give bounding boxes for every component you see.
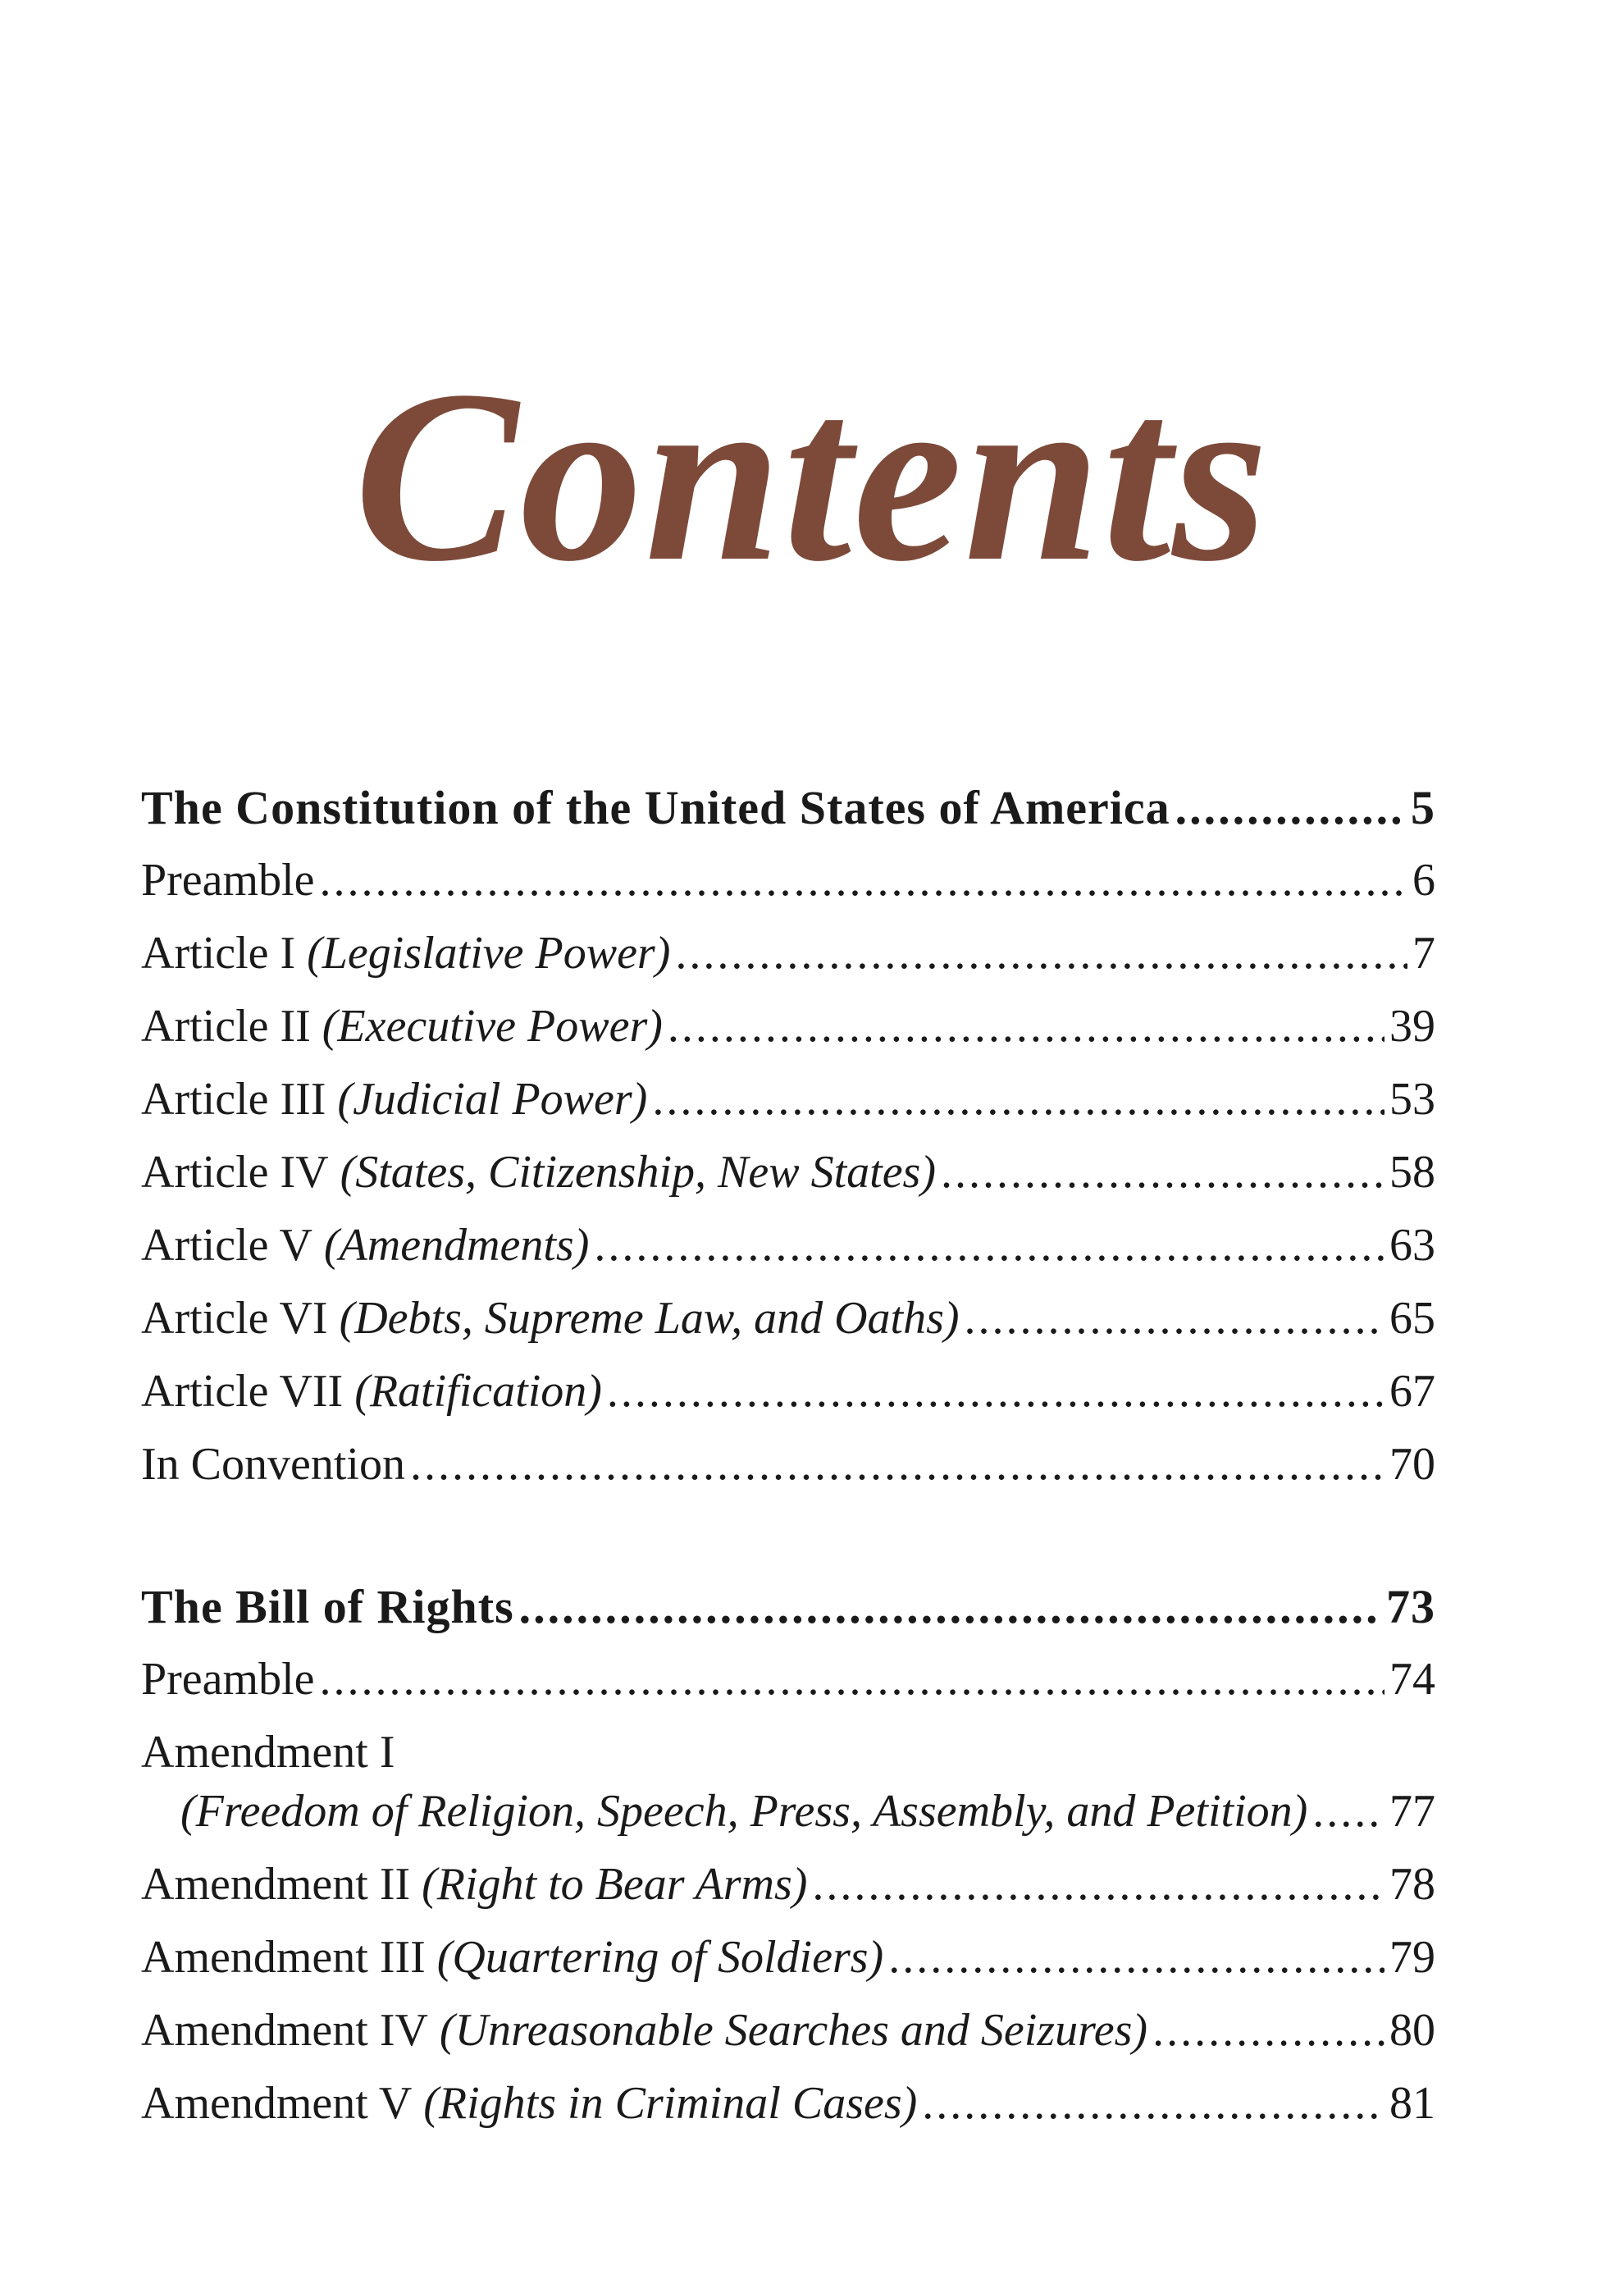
dot-leader — [607, 1355, 1385, 1428]
dot-leader — [888, 1921, 1385, 1994]
dot-leader — [1175, 771, 1406, 844]
toc-heading-label: The Bill of Rights — [141, 1580, 514, 1633]
toc-page-number: 77 — [1389, 1786, 1435, 1837]
toc-page-number: 6 — [1412, 855, 1435, 906]
toc-page-number: 81 — [1389, 2078, 1435, 2129]
toc-page-number: 70 — [1389, 1439, 1435, 1490]
dot-leader — [319, 1643, 1385, 1716]
toc-page-number: 53 — [1389, 1074, 1435, 1125]
toc-entry-label: Preamble — [141, 855, 315, 906]
toc-entry[interactable] — [141, 917, 1435, 990]
dot-leader — [594, 1209, 1385, 1282]
table-of-contents — [141, 771, 1435, 2140]
toc-entry-subtitle: (Amendments) — [323, 1220, 590, 1271]
toc-entry-label: Article I — [141, 928, 296, 979]
toc-entry-label: In Convention — [141, 1439, 405, 1490]
toc-page-number: 78 — [1389, 1859, 1435, 1910]
toc-entry-subtitle: (Rights in Criminal Cases) — [423, 2078, 918, 2129]
dot-leader — [319, 844, 1407, 917]
toc-entry[interactable] — [141, 1136, 1435, 1209]
toc-entry-subtitle: (Unreasonable Searches and Seizures) — [439, 2005, 1148, 2056]
toc-page-number: 80 — [1389, 2005, 1435, 2056]
dot-leader — [675, 917, 1407, 990]
dot-leader — [519, 1570, 1381, 1643]
toc-entry[interactable] — [141, 844, 1435, 917]
dot-leader — [668, 990, 1385, 1063]
dot-leader — [941, 1136, 1385, 1209]
dot-leader — [922, 2067, 1385, 2140]
toc-entry-label: Article V — [141, 1220, 312, 1271]
section-spacer — [141, 1501, 1435, 1570]
toc-entry-label: Amendment II — [141, 1859, 411, 1910]
dot-leader — [965, 1282, 1385, 1355]
dot-leader — [1152, 1994, 1385, 2067]
toc-heading-constitution[interactable] — [141, 771, 1435, 844]
toc-page-number: 73 — [1386, 1580, 1435, 1633]
toc-entry[interactable] — [141, 990, 1435, 1063]
toc-entry-subtitle: (Ratification) — [354, 1366, 602, 1417]
toc-entry-subtitle: (Executive Power) — [322, 1001, 663, 1052]
toc-heading-bill-of-rights[interactable] — [141, 1570, 1435, 1643]
toc-page-number: 67 — [1389, 1366, 1435, 1417]
toc-entry[interactable] — [141, 1643, 1435, 1716]
toc-entry-subtitle: (Judicial Power) — [337, 1074, 648, 1125]
toc-entry-subtitle: (Freedom of Religion, Speech, Press, Assembly, and Petition) — [180, 1786, 1308, 1837]
toc-entry[interactable] — [141, 1209, 1435, 1282]
toc-page-number: 5 — [1411, 781, 1435, 834]
toc-entry[interactable] — [141, 1921, 1435, 1994]
toc-entry-label: Article III — [141, 1074, 326, 1125]
toc-entry-subtitle: (Right to Bear Arms) — [422, 1859, 808, 1910]
toc-entry-label: Article VII — [141, 1366, 344, 1417]
dot-leader — [410, 1428, 1385, 1501]
toc-entry-label: Preamble — [141, 1654, 315, 1705]
dot-leader — [812, 1848, 1385, 1921]
toc-entry-label: Article IV — [141, 1147, 329, 1198]
toc-entry[interactable] — [141, 1355, 1435, 1428]
toc-page-number: 63 — [1389, 1220, 1435, 1271]
toc-heading-label: The Constitution of the United States of America — [141, 781, 1170, 834]
toc-entry-label: Amendment III — [141, 1932, 426, 1983]
toc-entry[interactable] — [141, 2067, 1435, 2140]
toc-entry[interactable] — [141, 1063, 1435, 1136]
dot-leader — [652, 1063, 1385, 1136]
toc-page-number: 65 — [1389, 1293, 1435, 1344]
toc-page-number: 79 — [1389, 1932, 1435, 1983]
toc-page-number: 74 — [1389, 1654, 1435, 1705]
toc-entry-label: Amendment IV — [141, 2005, 428, 2056]
toc-entry[interactable] — [141, 1848, 1435, 1921]
toc-page-number: 39 — [1389, 1001, 1435, 1052]
toc-entry[interactable] — [141, 1428, 1435, 1501]
toc-entry-label: Article II — [141, 1001, 311, 1052]
toc-entry-continuation[interactable] — [141, 1775, 1435, 1848]
toc-entry[interactable] — [141, 1994, 1435, 2067]
toc-entry[interactable] — [141, 1282, 1435, 1355]
page-title: Contents — [354, 340, 1270, 612]
toc-entry[interactable] — [141, 1716, 1435, 1778]
toc-entry-subtitle: (Legislative Power) — [307, 928, 671, 979]
toc-entry-subtitle: (Quartering of Soldiers) — [436, 1932, 884, 1983]
toc-entry-subtitle: (States, Citizenship, New States) — [340, 1147, 936, 1198]
toc-page-number: 58 — [1389, 1147, 1435, 1198]
toc-entry-subtitle: (Debts, Supreme Law, and Oaths) — [339, 1293, 960, 1344]
toc-entry-label: Article VI — [141, 1293, 328, 1344]
toc-page-number: 7 — [1412, 928, 1435, 979]
toc-entry-label: Amendment V — [141, 2078, 413, 2129]
dot-leader — [1312, 1775, 1385, 1848]
toc-entry-label: Amendment I — [141, 1727, 395, 1778]
